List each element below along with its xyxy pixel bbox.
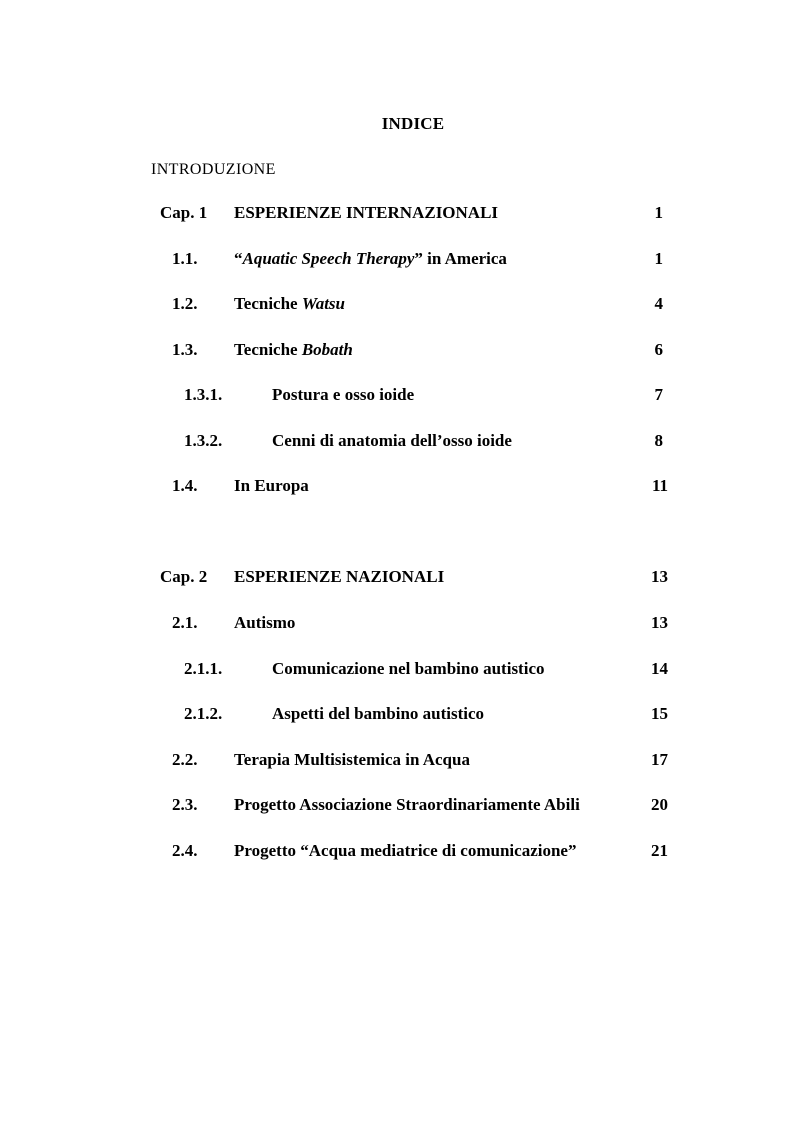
toc-entry-label: Progetto “Acqua mediatrice di comunicazione”	[234, 841, 577, 860]
toc-entry-label: Autismo	[234, 613, 296, 632]
toc-entry-number: 1.1.	[172, 249, 198, 268]
toc-entry-page: 13	[651, 613, 668, 632]
toc-entry-label: Terapia Multisistemica in Acqua	[234, 750, 470, 769]
toc-entry-label: Progetto Associazione Straordinariamente Abili	[234, 795, 580, 814]
toc-entry-page: 15	[651, 704, 668, 723]
toc-entry-label: Aspetti del bambino autistico	[272, 704, 485, 723]
toc-entry-page: 17	[651, 750, 668, 769]
toc-entry-number: 1.2.	[172, 294, 198, 313]
label-suffix: ” in America	[414, 249, 507, 268]
toc-entry-number: Cap. 2	[160, 567, 208, 586]
italic-term: Bobath	[301, 340, 353, 359]
toc-entry-number: 1.3.2.	[184, 431, 223, 450]
toc-entry-label: Postura e osso ioide	[272, 385, 415, 404]
toc-entry-number: 1.3.	[172, 340, 198, 359]
page-title: INDICE	[381, 114, 445, 133]
toc-entry-page: 13	[651, 567, 668, 586]
label-prefix: Tecniche	[234, 294, 302, 313]
toc-entry-page: 1	[654, 249, 663, 268]
toc-entry-label: Cenni di anatomia dell’osso ioide	[272, 431, 512, 450]
label-prefix: Tecniche	[234, 340, 302, 359]
toc-entry-page: 4	[654, 294, 663, 313]
toc-entry-label: Comunicazione nel bambino autistico	[272, 659, 545, 678]
toc-entry-page: 14	[651, 659, 668, 678]
open-quote: “	[234, 249, 243, 268]
toc-entry-page: 11	[651, 476, 668, 495]
toc-entry-number: 1.3.1.	[184, 385, 223, 404]
toc-entry-number: 2.1.1.	[184, 659, 223, 678]
toc-entry-number: Cap. 1	[160, 203, 208, 222]
toc-introduction: INTRODUZIONE	[151, 161, 276, 178]
toc-entry-page: 6	[654, 340, 663, 359]
toc-entry-number: 2.3.	[172, 795, 198, 814]
toc-entry-label: ESPERIENZE INTERNAZIONALI	[234, 203, 499, 222]
toc-entry-number: 2.4.	[172, 841, 198, 860]
toc-entry-page: 20	[651, 795, 668, 814]
italic-term: Aquatic Speech Therapy	[242, 249, 415, 268]
italic-term: Watsu	[301, 294, 345, 313]
toc-entry-page: 7	[654, 385, 663, 404]
toc-entry-number: 2.1.2.	[184, 704, 223, 723]
toc-entry-number: 2.2.	[172, 750, 198, 769]
toc-entry-label: In Europa	[234, 476, 309, 495]
toc-entry-label	[234, 340, 353, 360]
toc-entry-page: 21	[651, 841, 668, 860]
toc-entry-label	[234, 249, 507, 269]
toc-entry-page: 1	[654, 203, 663, 222]
toc-entry-label: ESPERIENZE NAZIONALI	[234, 567, 445, 586]
toc-entry-number: 1.4.	[172, 476, 198, 495]
toc-entry-number: 2.1.	[172, 613, 198, 632]
toc-entry-page: 8	[654, 431, 663, 450]
toc-entry-label	[234, 294, 345, 314]
